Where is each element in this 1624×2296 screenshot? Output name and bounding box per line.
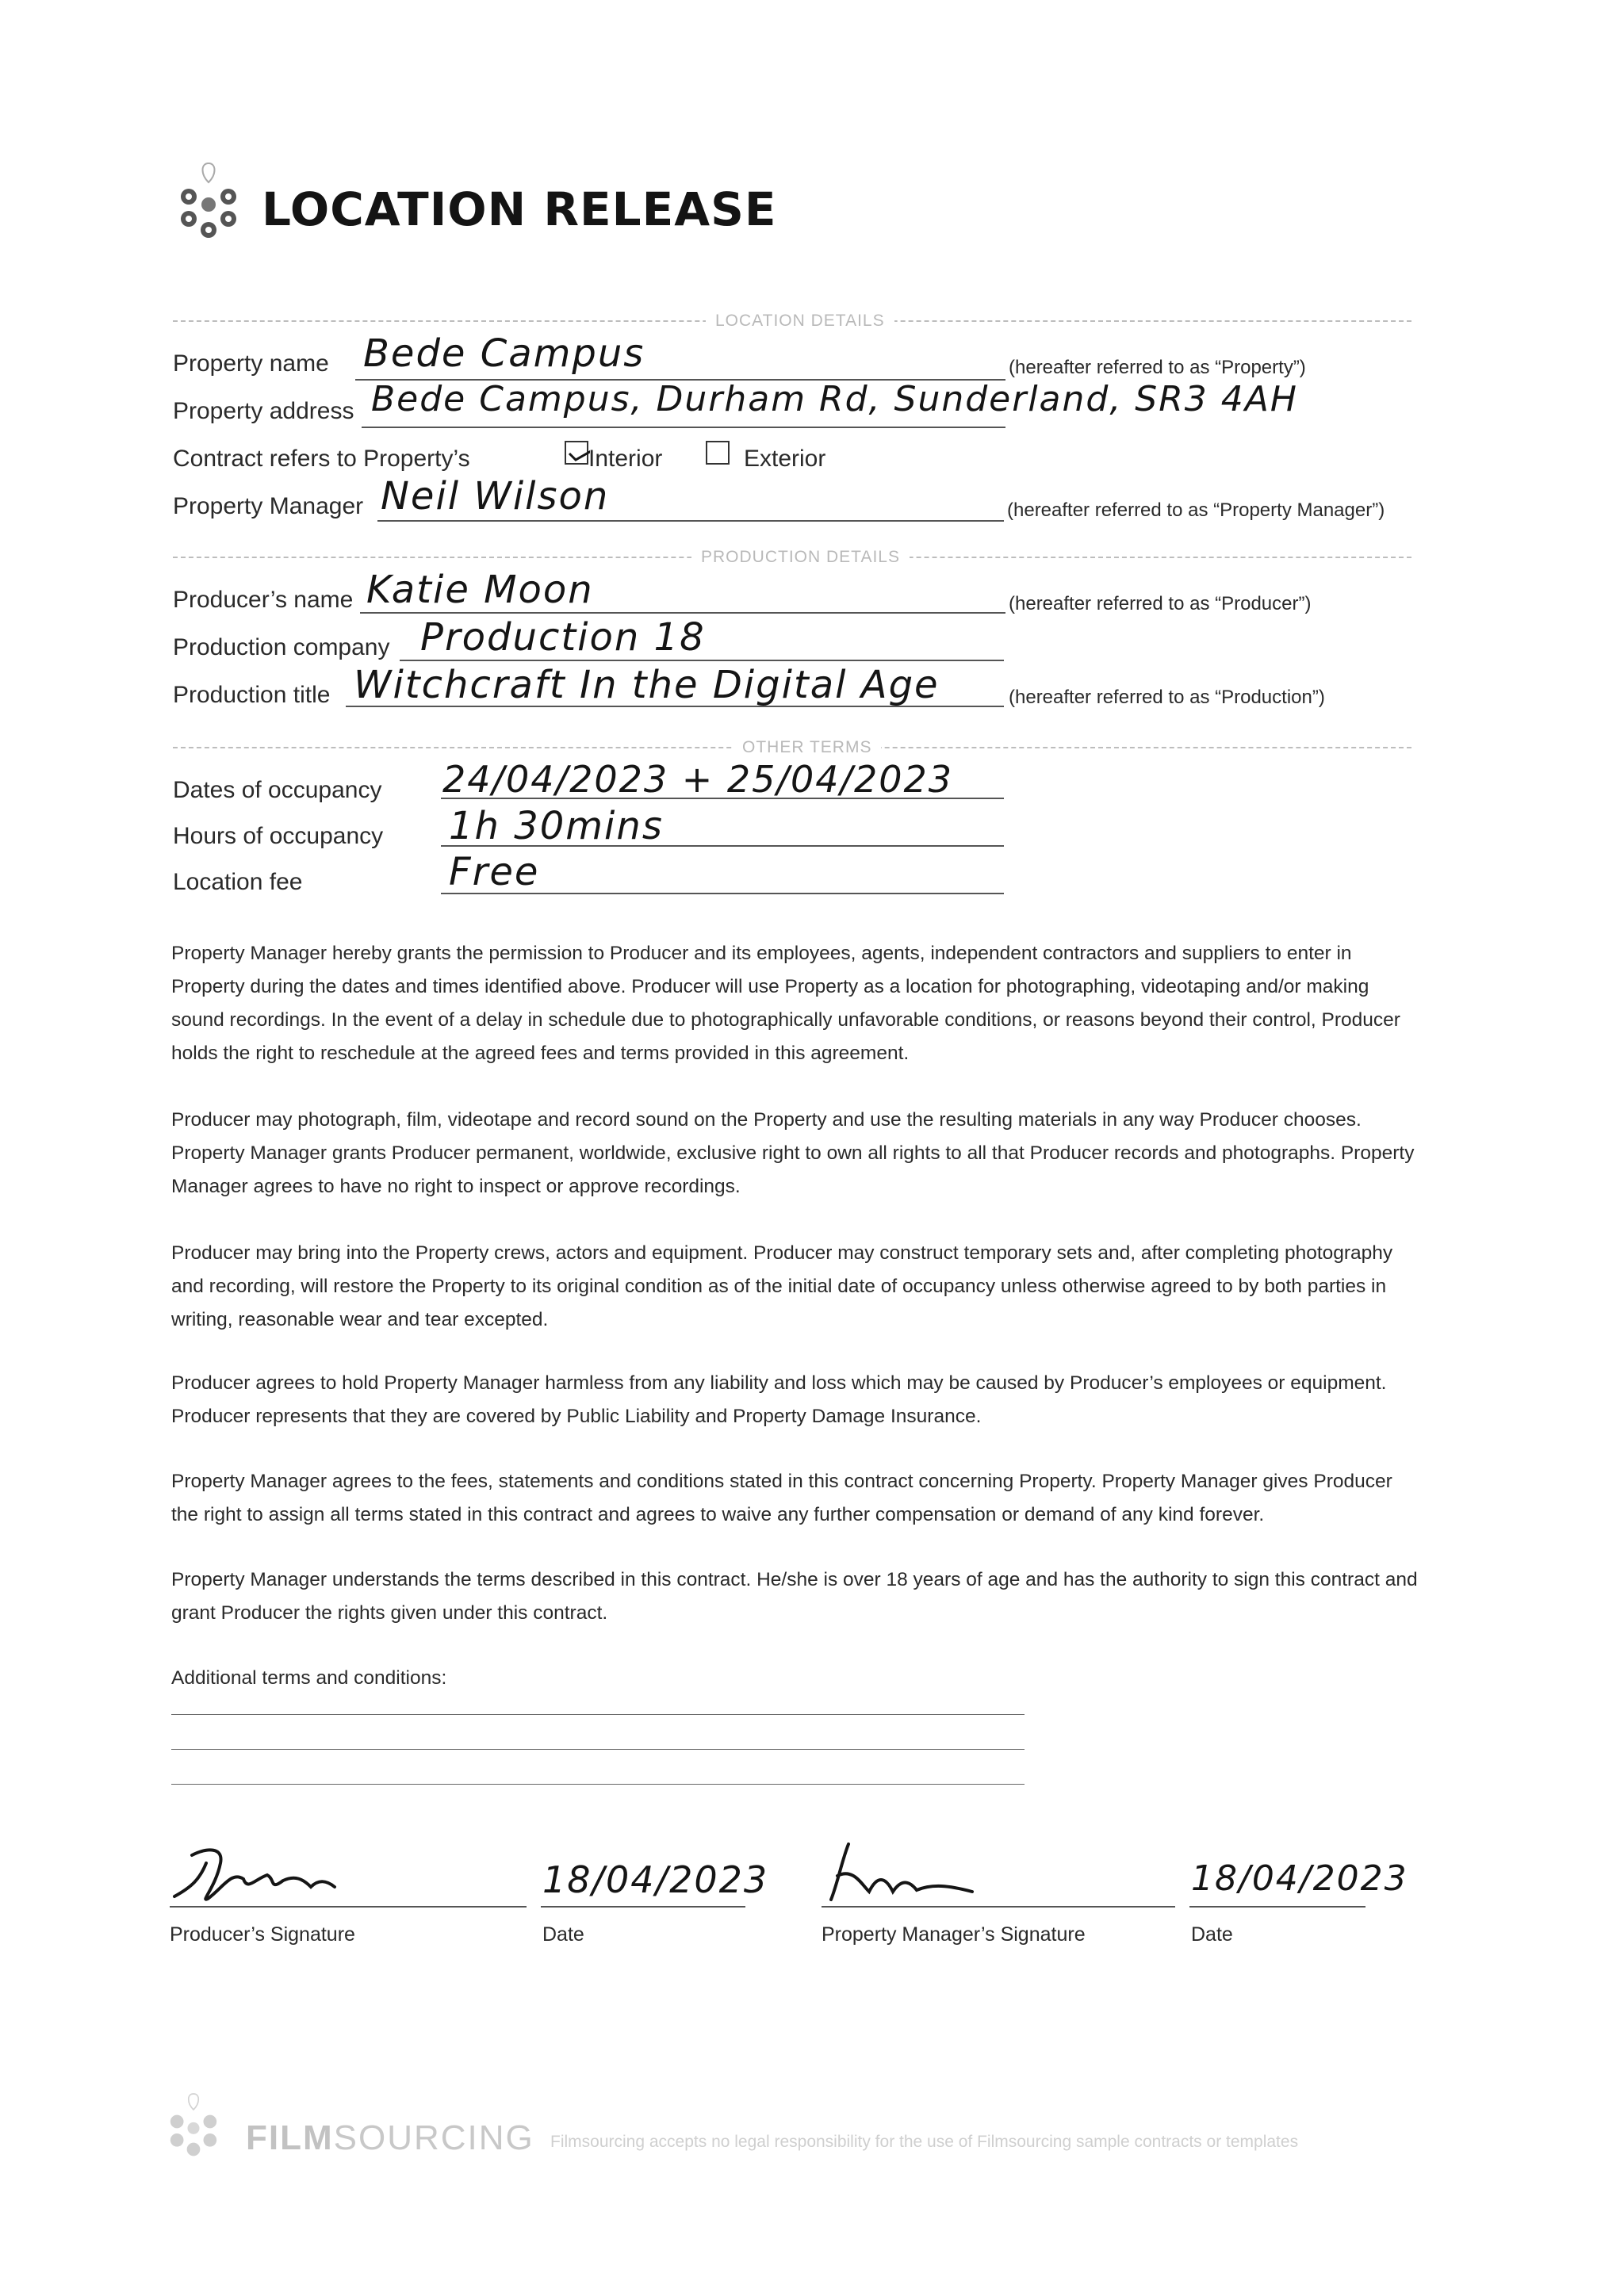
checkmark-icon (566, 442, 590, 466)
producer-name-suffix: (hereafter referred to as “Producer”) (1009, 593, 1312, 614)
manager-signature-image (822, 1836, 980, 1908)
interior-checkbox[interactable] (565, 441, 588, 465)
additional-terms-line-3[interactable] (171, 1784, 1025, 1785)
producer-name-label: Producer’s name (173, 587, 354, 613)
manager-signature-line[interactable] (822, 1906, 1175, 1908)
terms-paragraph-3: Producer may bring into the Property crews, actors and equipment. Producer may construct temporary sets and, after completing photography and recording, will restore the Property to its original condition as of the initial date of occupancy unless otherwise agreed to by both parties in writing, reasonable wear and tear excepted. (171, 1242, 1393, 1330)
fee-label: Location fee (173, 869, 303, 895)
terms-paragraph-5: Property Manager agrees to the fees, statements and conditions stated in this contract concerning Property. Property Manager gives Producer the right to assign all terms stated in this contract and agrees to waive any further compensation or demand of any kind forever. (171, 1471, 1392, 1525)
production-details-divider (173, 548, 1411, 566)
additional-terms-line-2[interactable] (171, 1749, 1025, 1750)
terms-paragraph-2: Producer may photograph, film, videotape and record sound on the Property and use the resulting materials in any way Producer chooses. Property Manager grants Producer permanent, worldwide, exclusive right to own all rights to all that Producer records and photographs. Property Manager agrees to have no right to inspect or approve recordings. (171, 1109, 1415, 1197)
terms-paragraph-6: Property Manager understands the terms described in this contract. He/she is over 18 years of age and has the authority to sign this contract and grant Producer the rights given under this contract. (171, 1569, 1418, 1624)
property-manager-label: Property Manager (173, 493, 364, 519)
production-title-label: Production title (173, 682, 331, 708)
production-details-label: PRODUCTION DETAILS (691, 548, 910, 567)
hours-value[interactable]: 1h 30mins (449, 804, 664, 848)
contract-refers-label: Contract refers to Property’s (173, 446, 470, 472)
producer-signature-line[interactable] (170, 1906, 527, 1908)
exterior-label: Exterior (744, 446, 826, 472)
other-terms-label: OTHER TERMS (733, 738, 881, 757)
footer-brand[interactable] (246, 2118, 534, 2158)
footer-brand-light: SOURCING (333, 2118, 534, 2157)
production-company-value[interactable]: Production 18 (420, 615, 706, 660)
producer-name-line (360, 612, 1005, 614)
film-reel-logo-icon (173, 159, 244, 254)
fee-value[interactable]: Free (449, 850, 540, 894)
producer-date-line[interactable] (541, 1906, 745, 1908)
property-name-suffix: (hereafter referred to as “Property”) (1009, 357, 1306, 378)
property-address-line (362, 427, 1005, 428)
property-address-value[interactable]: Bede Campus, Durham Rd, Sunderland, SR3 4AH (371, 379, 1298, 419)
manager-date-label: Date (1191, 1923, 1233, 1946)
producer-signature-image (168, 1831, 343, 1911)
producer-name-value[interactable]: Katie Moon (366, 568, 594, 612)
property-name-value[interactable]: Bede Campus (363, 331, 645, 376)
footer-logo-icon (163, 2090, 224, 2169)
manager-signature-label: Property Manager’s Signature (822, 1923, 1086, 1946)
location-details-label: LOCATION DETAILS (706, 312, 894, 331)
terms-paragraph-4: Producer agrees to hold Property Manager harmless from any liability and loss which may be caused by Producer’s employees or equipment. Producer represents that they are covered by Public Liability and Property Damage Insurance. (171, 1372, 1387, 1427)
producer-date-label: Date (542, 1923, 584, 1946)
footer-brand-bold: FILM (246, 2118, 334, 2157)
other-terms-divider (173, 738, 1411, 756)
producer-date-value[interactable]: 18/04/2023 (542, 1858, 769, 1901)
production-title-value[interactable]: Witchcraft In the Digital Age (354, 663, 940, 707)
production-company-label: Production company (173, 634, 390, 660)
terms-paragraph-1: Property Manager hereby grants the permission to Producer and its employees, agents, independent contractors and suppliers to enter in Property during the dates and times identified above. Producer will use Property as a location for photographing, videotaping and/or making sound recordings. In the event of a delay in schedule due to photographically unfavorable conditions, or reasons beyond their control, Producer holds the right to reschedule at the agreed fees and terms provided in this agreement. (171, 943, 1400, 1064)
property-manager-suffix: (hereafter referred to as “Property Manager”) (1007, 499, 1385, 521)
dates-label: Dates of occupancy (173, 777, 382, 803)
property-name-label: Property name (173, 350, 329, 377)
manager-date-value[interactable]: 18/04/2023 (1191, 1858, 1408, 1899)
hours-label: Hours of occupancy (173, 823, 384, 849)
production-company-line (400, 660, 1004, 661)
interior-label: Interior (588, 446, 663, 472)
dates-value[interactable]: 24/04/2023 + 25/04/2023 (442, 758, 954, 801)
location-details-divider (173, 312, 1411, 330)
producer-signature-label: Producer’s Signature (170, 1923, 355, 1946)
property-manager-value[interactable]: Neil Wilson (381, 474, 610, 519)
exterior-checkbox[interactable] (706, 441, 730, 465)
additional-terms-label: Additional terms and conditions: (171, 1667, 447, 1689)
property-manager-line (377, 520, 1004, 522)
property-address-label: Property address (173, 398, 354, 424)
manager-date-line[interactable] (1189, 1906, 1365, 1908)
page-title: LOCATION RELEASE (262, 182, 777, 236)
additional-terms-line-1[interactable] (171, 1714, 1025, 1715)
production-title-suffix: (hereafter referred to as “Production”) (1009, 687, 1325, 708)
footer-disclaimer: Filmsourcing accepts no legal responsibility for the use of Filmsourcing sample contracts or templates (550, 2133, 1299, 2151)
